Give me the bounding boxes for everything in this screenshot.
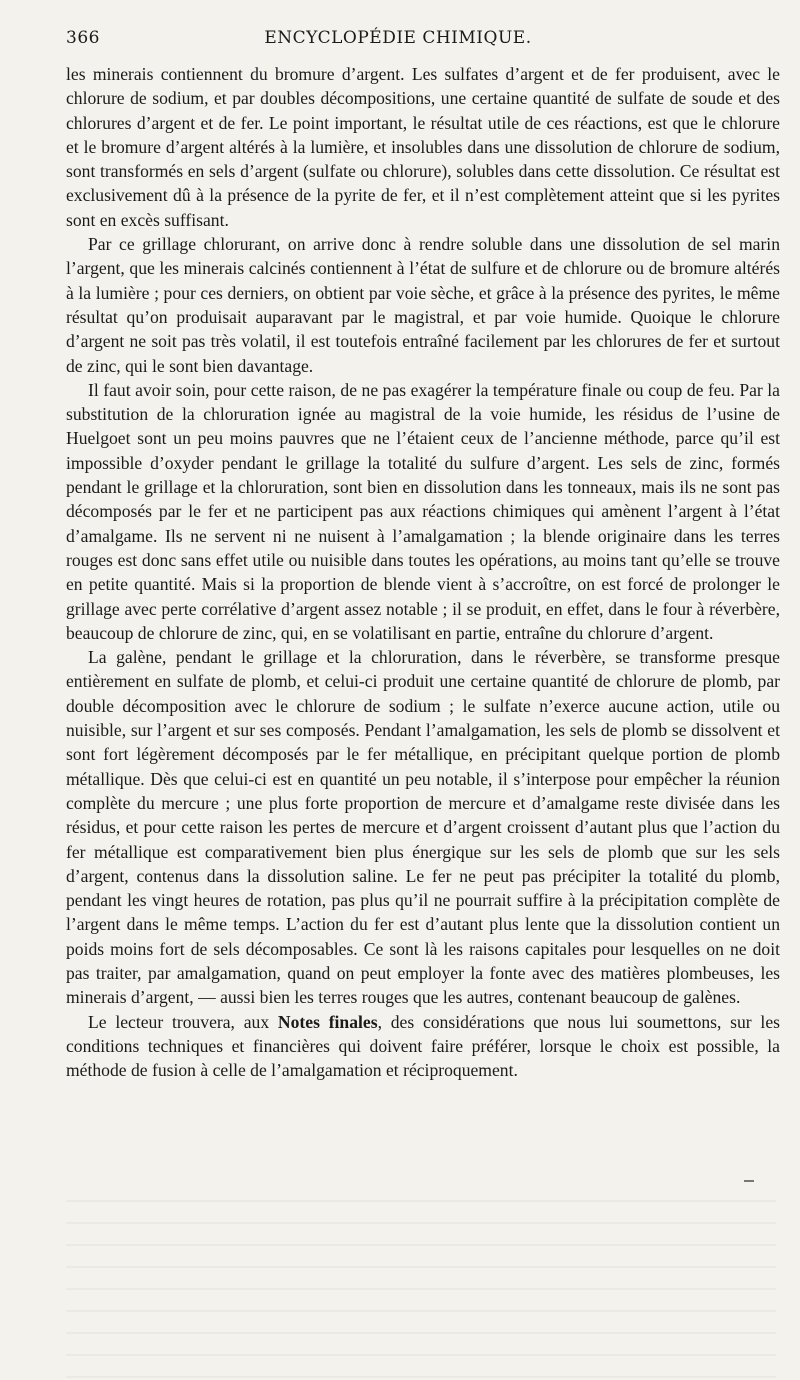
paragraph-5-start: Le lecteur trouvera, aux: [88, 1011, 278, 1032]
notes-finales-reference: Notes finales: [277, 1011, 378, 1032]
running-title: ENCYCLOPÉDIE CHIMIQUE.: [264, 28, 532, 48]
page-number: 366: [66, 28, 100, 48]
end-mark: [744, 1180, 754, 1182]
page-header: [66, 28, 780, 58]
paragraph-3: Il faut avoir soin, pour cette raison, de ne pas exagérer la température finale ou coup de feu. Par la substitution de la chloruration ignée au magistral de la voie humide, les résidus de l’usine de Huelgoet sont un peu moins pauvres que ne l’étaient ceux de l’ancienne méthode, parce qu’il est impossible d’oxyder pendant le grillage la totalité du sulfure d’argent. Les sels de zinc, formés pendant le grillage et la chloruration, sont bien en dissolution dans les tonneaux, mais ils ne sont pas décomposés par le fer et ne participent pas aux réactions chimiques qui amènent l’argent à l’état d’amalgame. Ils ne servent ni ne nuisent à l’amalgamation ; la blende originaire dans les terres rouges est donc sans effet utile ou nuisible dans toutes les opérations, au moins tant qu’elle se trouve en petite quantité. Mais si la proportion de blende vient à s’accroître, on est forcé de prolonger le grillage avec perte corrélative d’argent assez notable ; il se produit, en effet, dans le four à réverbère, beaucoup de chlorure de zinc, qui, en se volatilisant en partie, entraîne du chlorure d’argent.: [66, 379, 780, 643]
paragraph-1: les minerais contiennent du bromure d’argent. Les sulfates d’argent et de fer produisent, avec le chlorure de sodium, et par doubles décompositions, une certaine quantité de sulfate de soude et des chlorures d’argent et de fer. Le point important, le résultat utile de ces réactions, est que le chlorure et le bromure d’argent altérés à la lumière, et insolubles dans une dissolution de chlorure de sodium, sont transformés en sels d’argent (sulfate ou chlorure), solubles dans cette dissolution. Ce résultat est exclusivement dû à la présence de la pyrite de fer, et il n’est complètement atteint que si les pyrites sont en excès suffisant.: [66, 64, 780, 230]
body-text: [66, 62, 780, 1082]
paragraph-2: Par ce grillage chlorurant, on arrive donc à rendre soluble dans une dissolution de sel marin l’argent, que les minerais calcinés contiennent à l’état de sulfure et de chlorure ou de bromure altérés à la lumière ; pour ces derniers, on obtient par voie sèche, et grâce à la présence des pyrites, le même résultat qu’on produisait auparavant par le magistral, et par voie humide. Quoique le chlorure d’argent ne soit pas très volatil, il est toutefois entraîné facilement par les chlorures de fer et surtout de zinc, qui le sont bien davantage.: [66, 234, 780, 376]
paragraph-5-end: , des considérations que nous lui soumettons, sur les conditions techniques et financières qui doivent faire préférer, lorsque le choix est possible, la méthode de fusion à celle de l’amalgamation et réciproquement.: [66, 1011, 780, 1081]
bleed-through-texture: [66, 1200, 776, 1380]
paragraph-4: La galène, pendant le grillage et la chloruration, dans le réverbère, se transforme presque entièrement en sulfate de plomb, et celui-ci produit une certaine quantité de chlorure de plomb, par double décomposition avec le chlorure de sodium ; le sulfate n’exerce aucune action, utile ou nuisible, sur l’argent et sur ses composés. Pendant l’amalgamation, les sels de plomb se dissolvent et sont fort légèrement décomposés par le fer métallique, en précipitant quelque portion de plomb métallique. Dès que celui-ci est en quantité un peu notable, il s’interpose pour empêcher la réunion complète du mercure ; une plus forte proportion de mercure et d’amalgame reste divisée dans les résidus, et pour cette raison les pertes de mercure et d’argent croissent d’autant plus que l’action du fer métallique est comparativement bien plus énergique sur les sels de plomb que sur les sels d’argent, contenus dans la dissolution saline. Le fer ne peut pas précipiter la totalité du plomb, pendant les vingt heures de rotation, pas plus qu’il ne pourrait suffire à la précipitation complète de l’argent dans le même temps. L’action du fer est d’autant plus lente que la dissolution contient un poids moins fort de sels décomposables. Ce sont là les raisons capitales pour lesquelles on ne doit pas traiter, par amalgamation, quand on peut employer la fonte avec des matières plombeuses, les minerais d’argent, — aussi bien les terres rouges que les autres, contenant beaucoup de galènes.: [66, 647, 780, 1008]
paragraph-5: [66, 1010, 780, 1083]
